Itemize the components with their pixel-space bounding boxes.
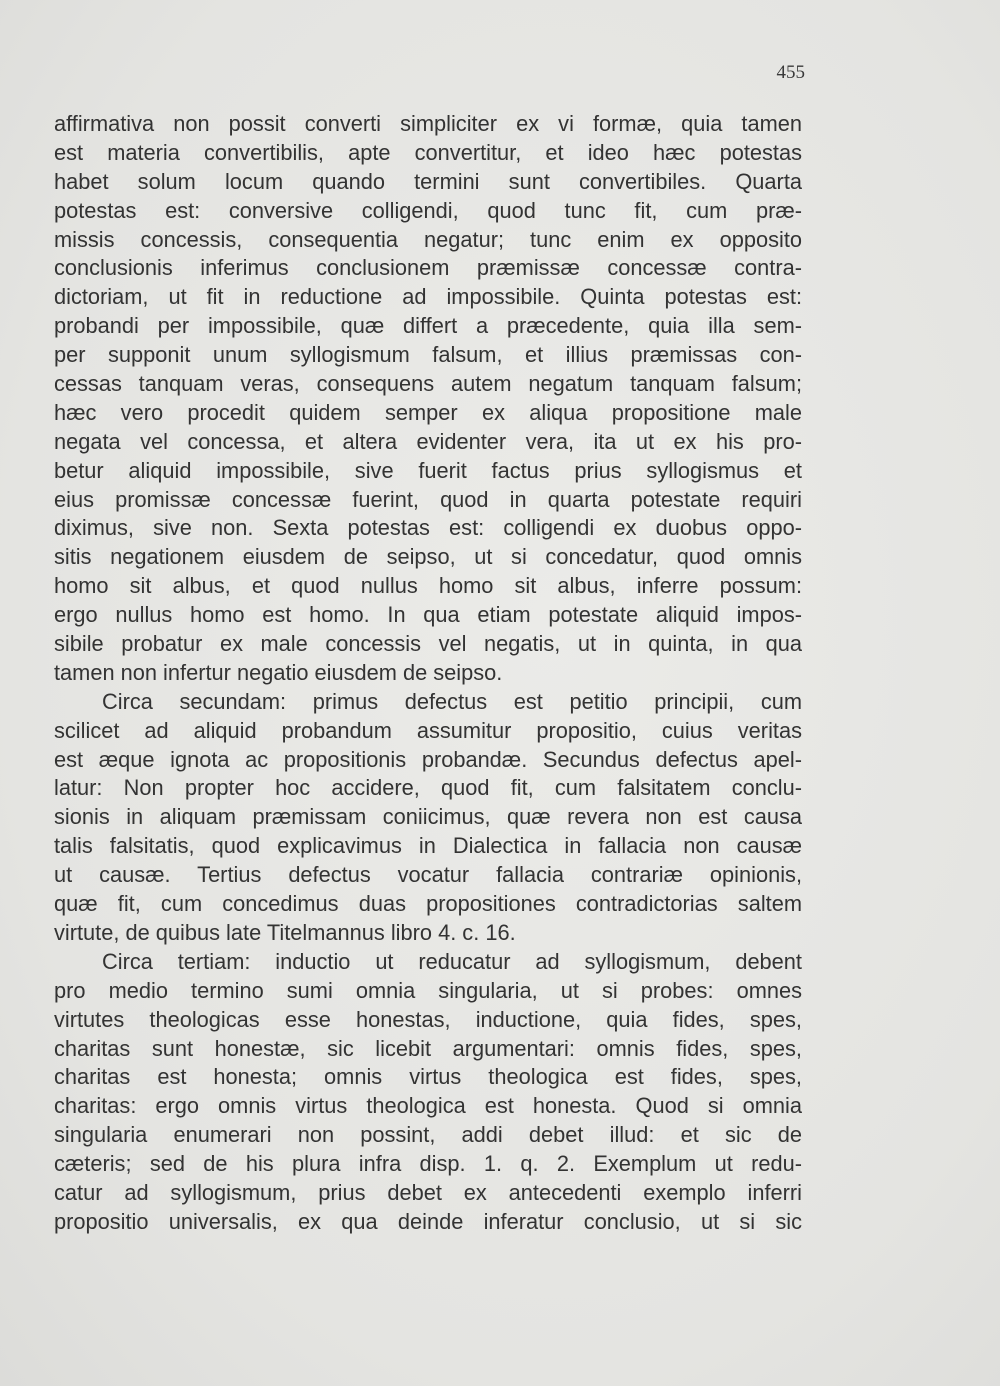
body-text	[54, 110, 802, 1237]
text-line: ut causæ. Tertius defectus vocatur fallacia contrariæ opinionis,	[54, 862, 802, 888]
text-line: charitas sunt honestæ, sic licebit argumentari: omnis fides, spes,	[54, 1035, 802, 1061]
text-line: hæc vero procedit quidem semper ex aliqua propositione male	[54, 399, 802, 425]
text-line: conclusionis inferimus conclusionem præmissæ concessæ contra-	[54, 255, 802, 281]
text-line: dictoriam, ut fit in reductione ad impossibile. Quinta potestas est:	[54, 284, 802, 310]
text-line: negata vel concessa, et altera evidenter vera, ita ut ex his pro-	[54, 428, 802, 454]
text-line: missis concessis, consequentia negatur; tunc enim ex opposito	[54, 226, 802, 252]
text-line: virtutes theologicas esse honestas, inductione, quia fides, spes,	[54, 1006, 802, 1032]
text-line: per supponit unum syllogismum falsum, et illius præmissas con-	[54, 342, 802, 368]
text-line: charitas est honesta; omnis virtus theologica est fides, spes,	[54, 1064, 802, 1090]
text-line: betur aliquid impossibile, sive fuerit factus prius syllogismus et	[54, 457, 802, 483]
text-line: eius promissæ concessæ fuerint, quod in quarta potestate requiri	[54, 486, 802, 512]
text-line: charitas: ergo omnis virtus theologica est honesta. Quod si omnia	[54, 1093, 802, 1119]
text-line: homo sit albus, et quod nullus homo sit albus, inferre possum:	[54, 573, 802, 599]
text-line: quæ fit, cum concedimus duas propositiones contradictorias saltem	[54, 891, 802, 917]
text-line: singularia enumerari non possint, addi debet illud: et sic de	[54, 1122, 802, 1148]
text-line: probandi per impossibile, quæ differt a præcedente, quia illa sem-	[54, 313, 802, 339]
text-line: potestas est: conversive colligendi, quod tunc fit, cum præ-	[54, 197, 802, 223]
text-line: sibile probatur ex male concessis vel negatis, ut in quinta, in qua	[54, 631, 802, 657]
text-line: sionis in aliquam præmissam coniicimus, quæ revera non est causa	[54, 804, 802, 830]
text-line: est materia convertibilis, apte convertitur, et ideo hæc potestas	[54, 139, 802, 165]
text-line: talis falsitatis, quod explicavimus in Dialectica in fallacia non causæ	[54, 833, 802, 859]
text-line: cessas tanquam veras, consequens autem negatum tanquam falsum;	[54, 371, 802, 397]
text-line: pro medio termino sumi omnia singularia, ut si probes: omnes	[54, 977, 802, 1003]
text-line: catur ad syllogismum, prius debet ex antecedenti exemplo inferri	[54, 1179, 802, 1205]
text-line: tamen non infertur negatio eiusdem de seipso.	[54, 659, 503, 685]
text-line: Circa tertiam: inductio ut reducatur ad syllogismum, debent	[102, 948, 802, 974]
text-line: affirmativa non possit converti simpliciter ex vi formæ, quia tamen	[54, 111, 802, 136]
text-line: ergo nullus homo est homo. In qua etiam potestate aliquid impos-	[54, 602, 802, 628]
text-line: propositio universalis, ex qua deinde inferatur conclusio, ut si sic	[54, 1208, 802, 1234]
text-line: cæteris; sed de his plura infra disp. 1. q. 2. Exemplum ut redu-	[54, 1151, 802, 1177]
text-line: scilicet ad aliquid probandum assumitur propositio, cuius veritas	[54, 717, 802, 743]
page-number: 455	[776, 62, 805, 83]
text-line: sitis negationem eiusdem de seipso, ut si concedatur, quod omnis	[54, 544, 802, 570]
text-line: Circa secundam: primus defectus est petitio principii, cum	[102, 688, 802, 714]
text-line: habet solum locum quando termini sunt convertibiles. Quarta	[54, 168, 802, 194]
text-line: latur: Non propter hoc accidere, quod fit, cum falsitatem conclu-	[54, 775, 802, 801]
text-line: virtute, de quibus late Titelmannus libro 4. c. 16.	[54, 919, 516, 945]
text-line: est æque ignota ac propositionis probandæ. Secundus defectus apel-	[54, 746, 802, 772]
text-line: diximus, sive non. Sexta potestas est: colligendi ex duobus oppo-	[54, 515, 802, 541]
